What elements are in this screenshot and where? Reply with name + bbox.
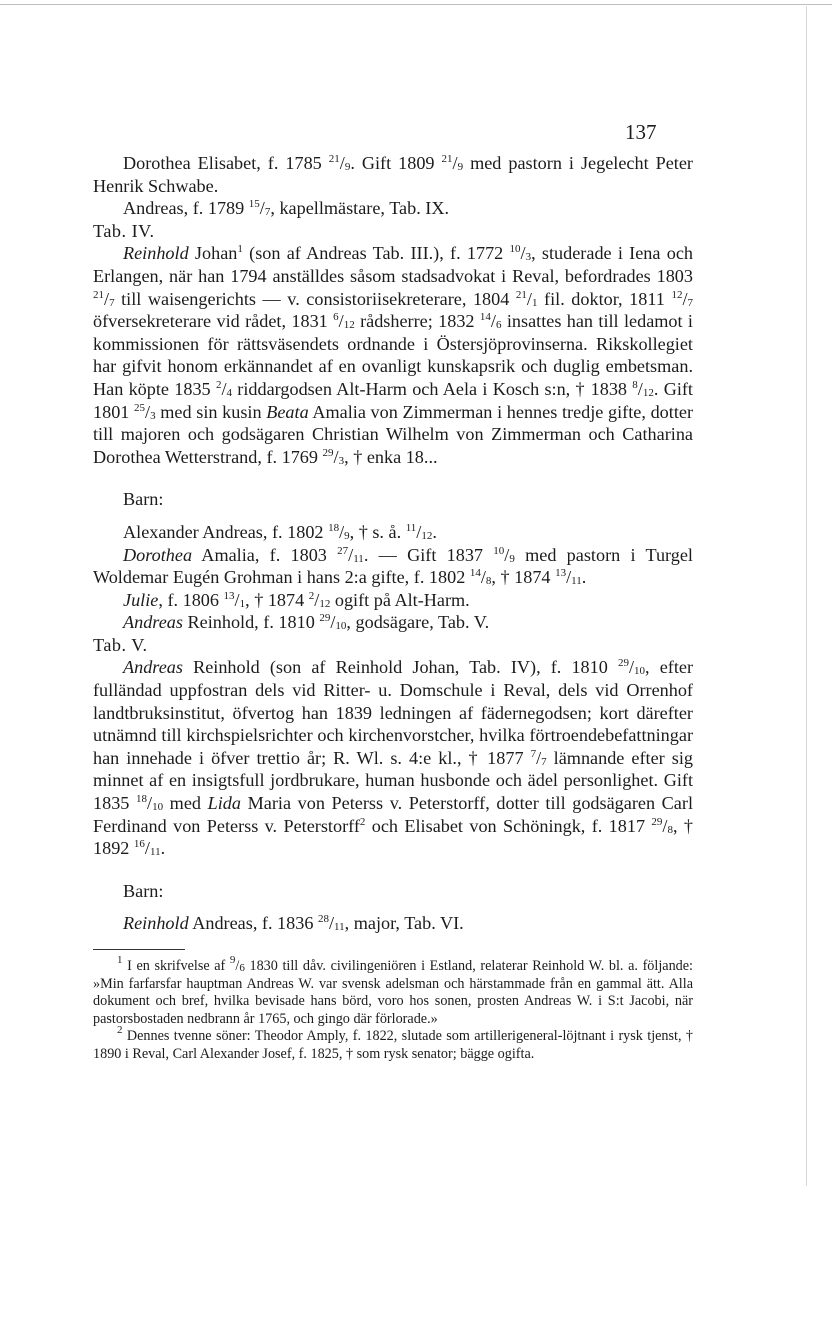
page-number: 137 [625, 120, 657, 144]
child-entry-julie: Julie, f. 1806 $^{13}/_1$, † 1874 $^2/_{12}$ ogift på Alt-Harm. [123, 589, 470, 610]
children-label-tab-iv: Barn: [123, 489, 164, 510]
child-entry-andreas-reinhold: Andreas Reinhold, f. 1810 $^{29}/_{10}$, godsägare, Tab. V. [123, 612, 490, 633]
paragraph-andreas-reinhold: Andreas Reinhold (son af Reinhold Johan, Tab. IV), f. 1810 $^{29}/_{10}$, efter fulländad uppfostran dels vid Ritter- u. Domschule i Reval, dels vid Orrenhof landtbruksinstitut, öfvertog han 1839 ledningen af fädernegodsen; kort därefter utnämnd till kirchspielsrichter och kirchenvorstcher, hvilka förtroendebefattningar han innehade i öfver trettio år; R. Wl. s. 4:e kl., † 1877 $^7/_7$ lämnande efter sig minnet af en insigtsfull jordbrukare, human husbonde och ädel personlighet. Gift 1835 $^{18}/_{10}$ med Lida Maria von Peterss v. Peterstorff, dotter till godsägaren Carl Ferdinand von Peterss v. Peterstorff$^2$ och Elisabet von Schöningk, f. 1817 $^{29}/_8$, † 1892 $^{16}/_{11}$. [93, 657, 694, 859]
child-entry-dorothea-amalia: Dorothea Amalia, f. 1803 $^{27}/_{11}$. — Gift 1837 $^{10}/_9$ med pastorn i Turgel Woldemar Eugén Grohman i hans 2:a gifte, f. 1802 $^{14}/_8$, † 1874 $^{13}/_{11}$. [93, 544, 693, 588]
footnotes [93, 954, 693, 1064]
footnote-1: $^1$ I en skrifvelse af $^9/_6$ 1830 till dåv. civilingeniören i Estland, relaterar Reinhold W. bl. a. följande: »Min farfarsfar hauptman Andreas W. var svensk adelsman och härstammade från en gammal ätt. Alla dokument och bref, hvilka bevisade hans börd, voro hos sonen, prosten Andreas W. i S:t Jacobi, när pastorsbostaden nedbrann år 1765, och gingo där förlorade.» [93, 954, 693, 1027]
paragraph-andreas-1789: Andreas, f. 1789 $^{15}/_7$, kapellmästare, Tab. IX. [123, 198, 450, 219]
section-heading-tab-iv: Tab. IV. [93, 220, 155, 241]
paragraph-dorothea-elisabet: Dorothea Elisabet, f. 1785 $^{21}/_9$. Gift 1809 $^{21}/_9$ med pastorn i Jegelecht Peter Henrik Schwabe. [93, 153, 693, 196]
section-heading-tab-v: Tab. V. [93, 634, 148, 655]
main-text [93, 152, 693, 1064]
footnote-2: $^2$ Dennes tvenne söner: Theodor Amply, f. 1822, slutade som artillerigeneral-löjtnant i rysk tjenst, † 1890 i Reval, Carl Alexander Josef, f. 1825, † som rysk senator; bägge ogifta. [93, 1024, 693, 1062]
footnote-divider [93, 949, 185, 950]
children-label-tab-v: Barn: [123, 880, 164, 901]
child-entry-alexander-andreas: Alexander Andreas, f. 1802 $^{18}/_9$, † s. å. $^{11}/_{12}$. [123, 521, 437, 542]
scan-border-right [806, 6, 807, 1186]
paragraph-reinhold-johan: Reinhold Johan$^1$ (son af Andreas Tab. III.), f. 1772 $^{10}/_3$, studerade i Iena och Erlangen, när han 1794 anställdes såsom stadsadvokat i Reval, befordrades 1803 $^{21}/_7$ till waisengerichts — v. consistoriisekreterare, 1804 $^{21}/_1$ fil. doktor, 1811 $^{12}/_7$ öfversekreterare vid rådet, 1831 $^6/_{12}$ rådsherre; 1832 $^{14}/_6$ insattes han till ledamot i kommissionen för rättsväsendets ordnande i Östersjöprovinserna. Rikskollegiet har gifvit honom erkännandet af en ovanligt kunskapsrik och duglig embetsman. Han köpte 1835 $^2/_4$ riddargodsen Alt-Harm och Aela i Kosch s:n, † 1838 $^8/_{12}$. Gift 1801 $^{25}/_3$ med sin kusin Beata Amalia von Zimmerman i hennes tredje gifte, dotter till majoren och godsägaren Christian Wilhelm von Zimmerman och Catharina Dorothea Wetterstrand, f. 1769 $^{29}/_3$, † enka 18... [93, 243, 694, 467]
scan-border-top [0, 4, 832, 5]
child-entry-reinhold-andreas: Reinhold Andreas, f. 1836 $^{28}/_{11}$, major, Tab. VI. [123, 913, 464, 934]
